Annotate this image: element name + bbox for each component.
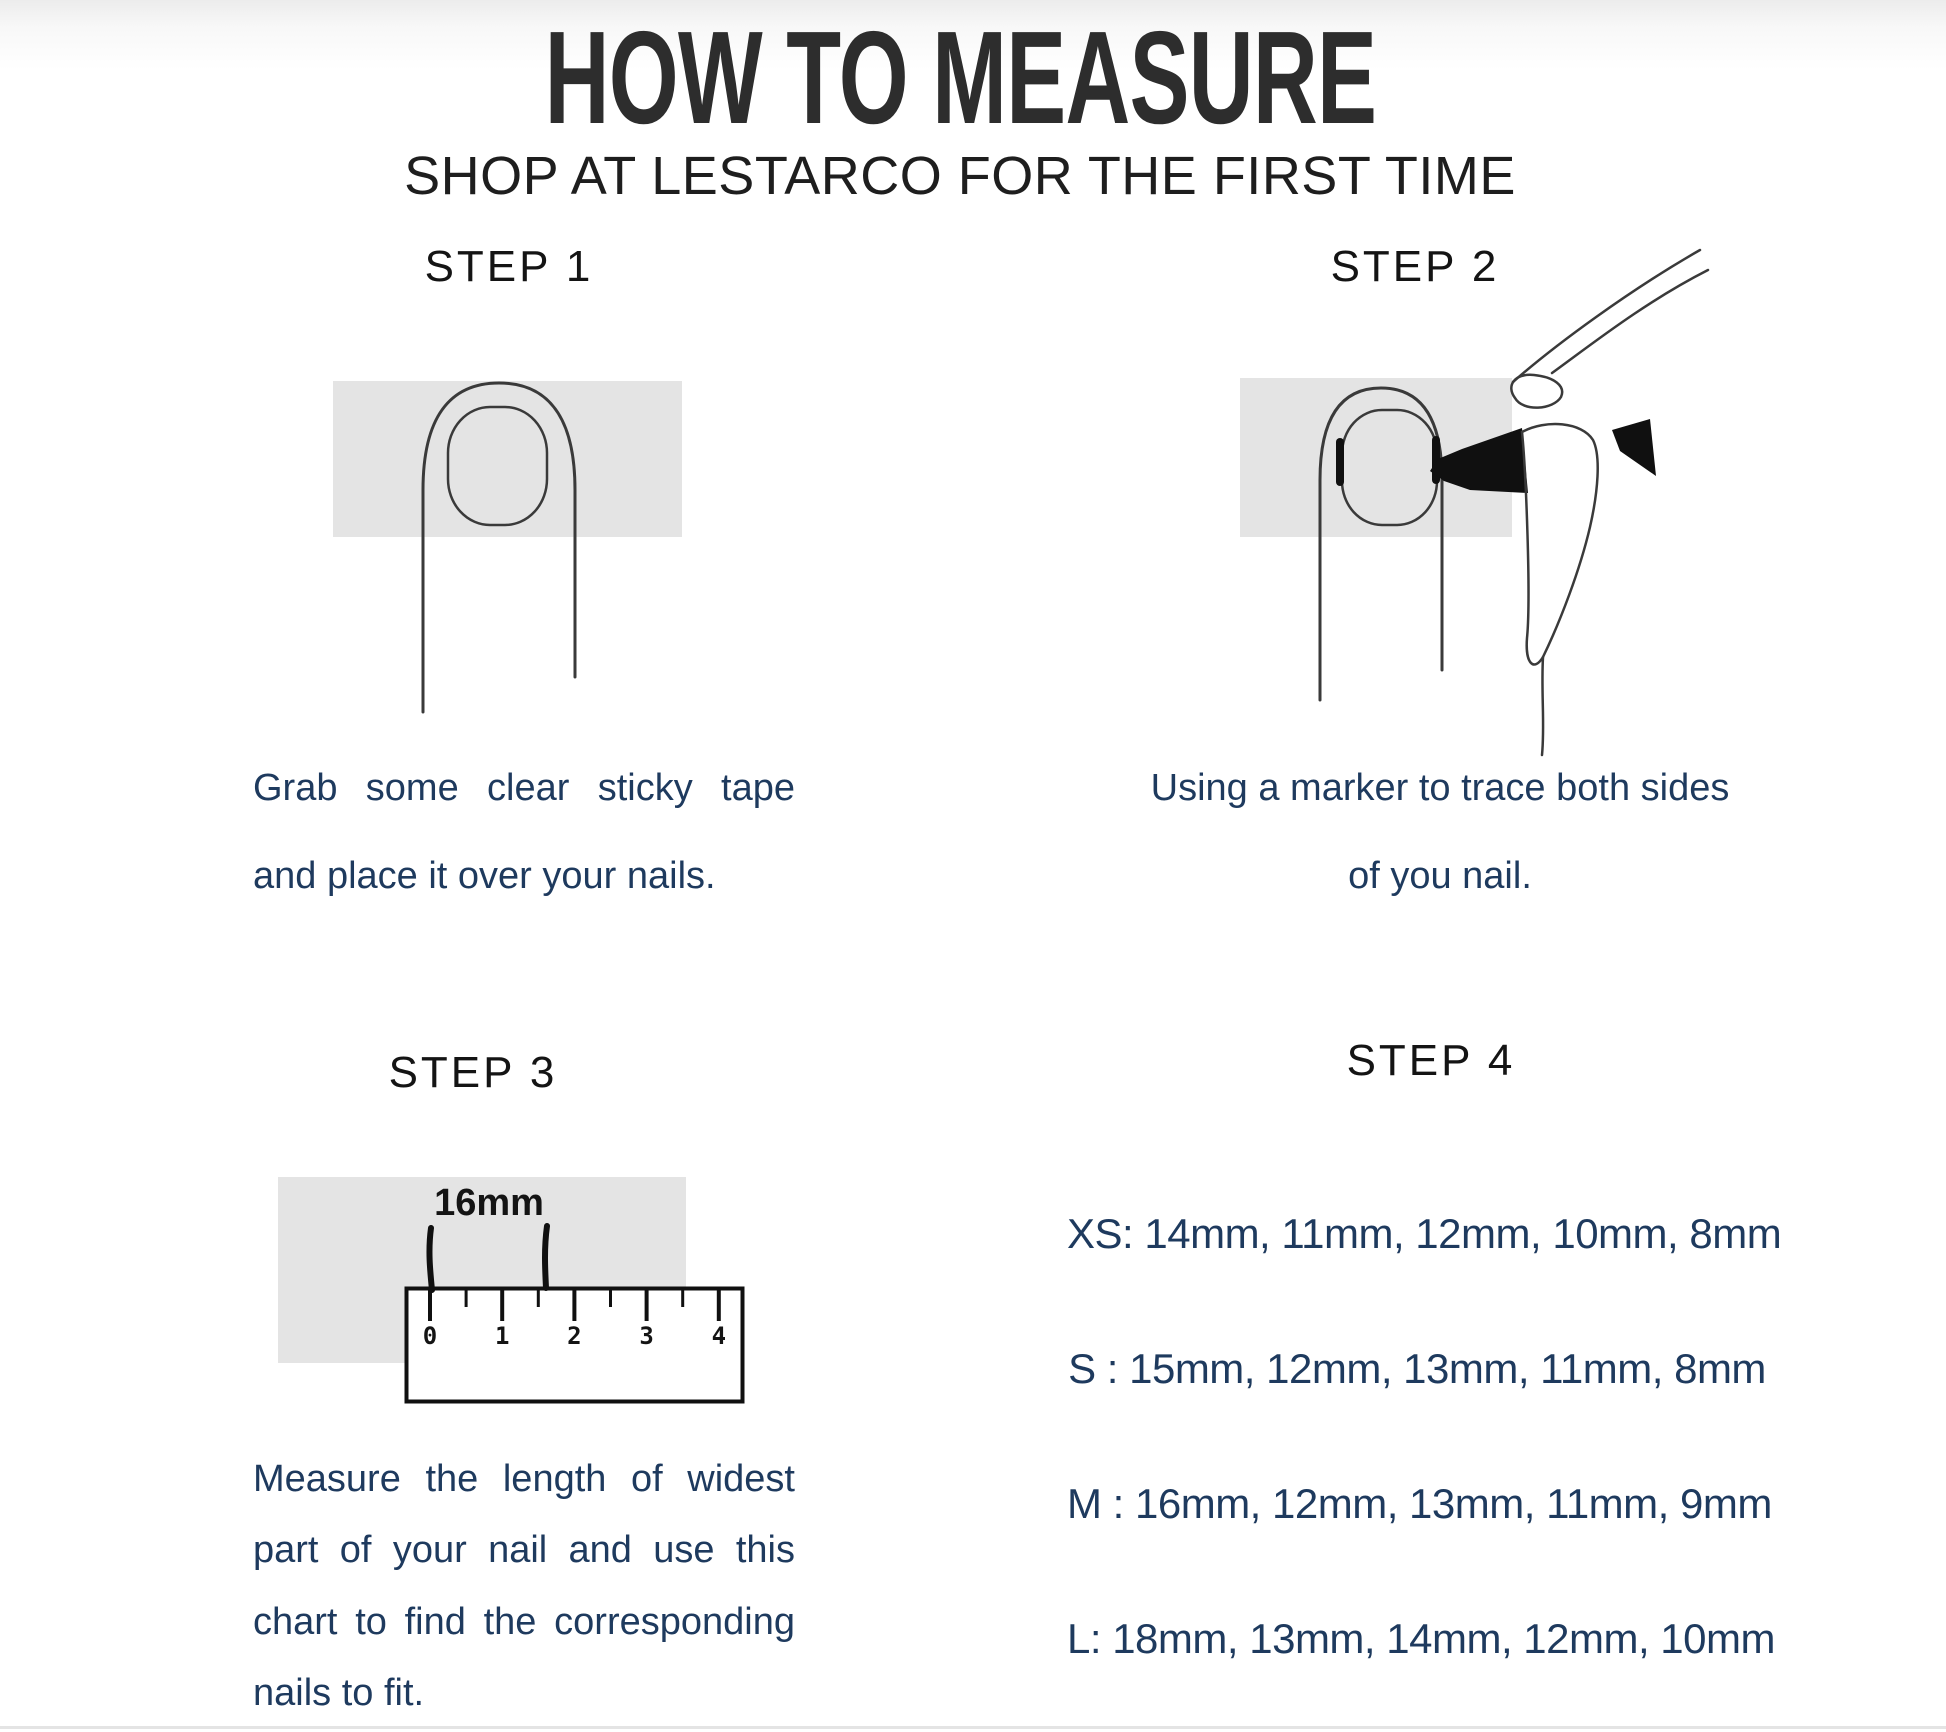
ruler-tick-label-4: 4 xyxy=(711,1322,727,1350)
step2-label: STEP 2 xyxy=(1330,242,1500,291)
ruler-measure-illustration xyxy=(260,1160,790,1480)
size-chart xyxy=(1067,1210,1782,1663)
measured-width-label: 16mm xyxy=(434,1182,544,1224)
index-finger-fill xyxy=(1513,250,1708,382)
ruler-tick-label-2: 2 xyxy=(567,1322,582,1350)
finger-tape-illustration xyxy=(300,375,720,745)
wrist-line xyxy=(1542,657,1543,755)
thumb-outline xyxy=(1522,424,1598,665)
header xyxy=(0,4,1920,151)
marker-cap xyxy=(1612,419,1656,476)
step1-label: STEP 1 xyxy=(424,242,594,291)
step2-caption: Using a marker to trace both sides of you nail. xyxy=(1150,767,1730,898)
ruler-tick-label-3: 3 xyxy=(639,1322,654,1350)
size-row-s: S : 15mm, 12mm, 13mm, 11mm, 8mm xyxy=(1068,1345,1766,1392)
tape-strip xyxy=(333,381,682,537)
step3-caption: Measure the length of widest part of your nail and use this chart to find the corresponding nails to fit. xyxy=(253,1458,795,1715)
step3-label: STEP 3 xyxy=(388,1048,558,1097)
ruler-tick-label-1: 1 xyxy=(494,1322,510,1350)
page-subtitle: SHOP AT LESTARCO FOR THE FIRST TIME xyxy=(404,146,1516,206)
size-row-xs: XS: 14mm, 11mm, 12mm, 10mm, 8mm xyxy=(1067,1210,1782,1257)
page-title: HOW TO MEASURE xyxy=(544,4,1376,151)
marker-tracing-illustration xyxy=(1200,240,1810,770)
ruler-tick-label-0: 0 xyxy=(422,1322,438,1350)
step4-label: STEP 4 xyxy=(1346,1036,1516,1085)
size-row-l: L: 18mm, 13mm, 14mm, 12mm, 10mm xyxy=(1067,1615,1775,1662)
size-row-m: M : 16mm, 12mm, 13mm, 11mm, 9mm xyxy=(1067,1480,1772,1527)
step1-caption: Grab some clear sticky tape and place it over your nails. xyxy=(253,767,795,898)
left-trace-mark xyxy=(1336,438,1344,486)
